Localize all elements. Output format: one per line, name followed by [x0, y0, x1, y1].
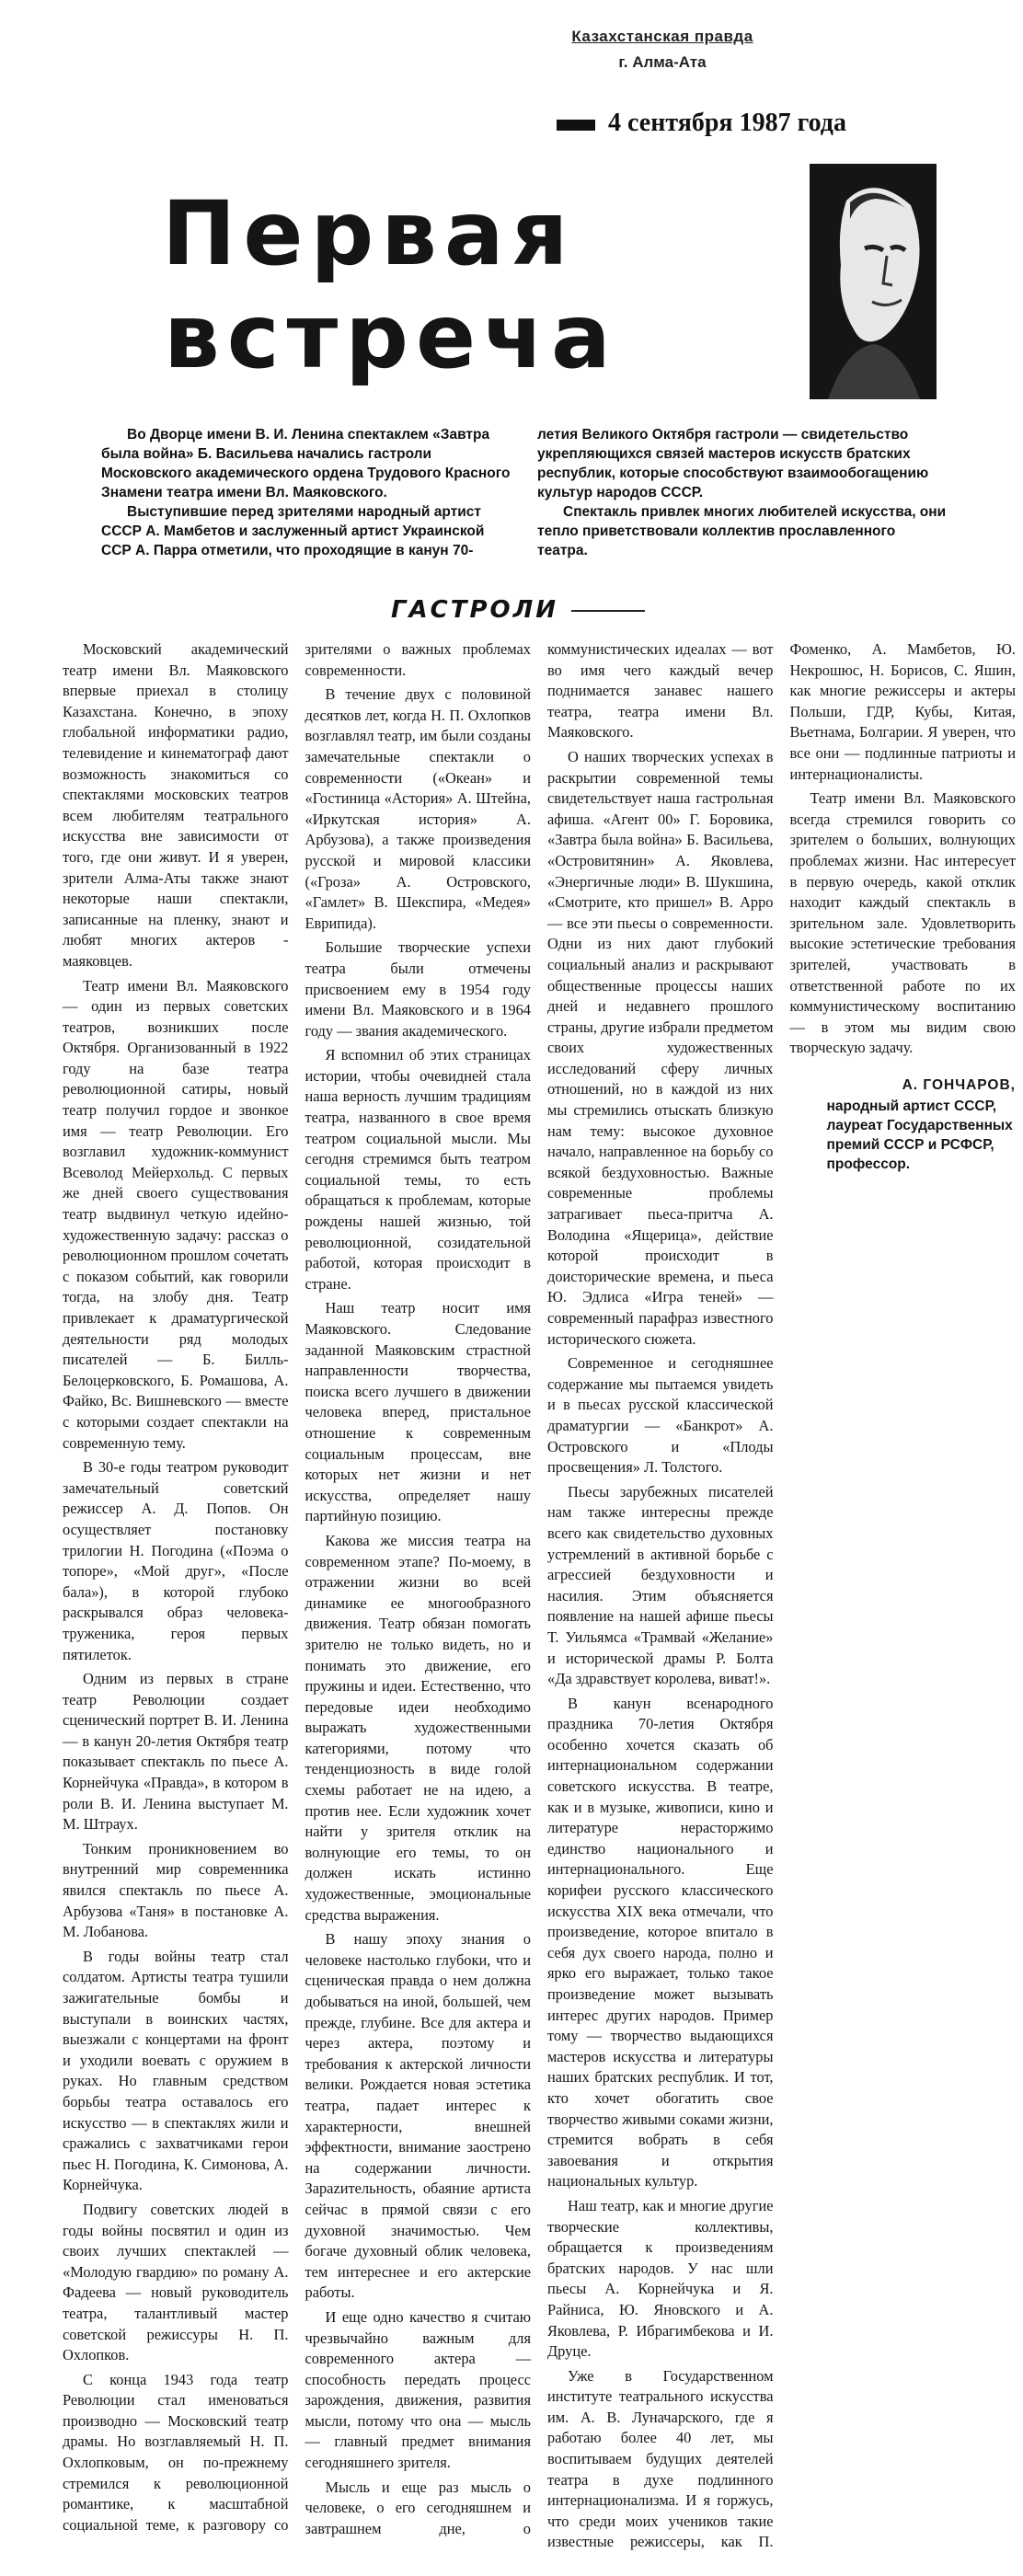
- lead-paragraph: Во Дворце имени В. И. Ленина спектаклем «Завтра была война» Б. Васильева начались гастроли Московского академического ордена Трудового Красного Знамени театра имени Вл. Маяковского.: [101, 427, 511, 500]
- date-bar-decoration: [557, 120, 595, 131]
- article-paragraph: В течение двух с половиной десятков лет, когда Н. П. Охлопков возглавлял театр, им были созданы замечательные спектакли о современности («Океан» и «Гостиница «Астория» А. Штейна, «Иркутская история» А. Арбузова), а также произведения русской и мировой классики («Гроза» А. Островского, «Гамлет» В. Шекспира, «Медея» Еврипида).: [305, 685, 531, 932]
- article-paragraph: Московский академический театр имени Вл. Маяковского впервые приехал в столицу Казахстана. Конечно, в эпоху глобальной информатики радио, телевидение и кинематограф дают возможность знакомиться со спектаклями московских театров всем любителям театрального искусства вне зависимости от того, где они живут. И я уверен, зрители Алма-Аты также знают некоторые наши спектакли, записанные на пленку, знают и любят многих актеров - маяковцев.: [63, 640, 289, 970]
- article-paragraph: Пьесы зарубежных писателей нам также интересны прежде всего как свидетельство духовных устремлений в активной борьбе с агрессией бездуховности и насилия. Этим объясняется появление на нашей афише пьесы Т. Уильямса «Трамвай «Желание» и исторической драмы Р. Болта «Да здравствует королева, виват!».: [547, 1482, 774, 1688]
- rubric-rule: [571, 610, 645, 612]
- article-paragraph: Наш театр, как и многие другие творческие коллективы, обращается к произведениям братских народов. У нас шли пьесы А. Корнейчука и Я. Райниса, Ю. Яновского и А. Яковлева, Р. Ибрагимбекова и И. Друце.: [547, 2196, 774, 2361]
- headline: [162, 182, 806, 388]
- article-paragraph: Современное и сегодняшнее содержание мы пытаемся увидеть и в пьесах русской классической драматургии — «Банкрот» А. Островского и «Плоды просвещения» Л. Толстого.: [547, 1354, 774, 1477]
- newspaper-name: Казахстанская правда: [571, 28, 753, 45]
- article-paragraph: Большие творческие успехи театра были отмечены присвоением ему в 1954 году имени Вл. Маяковского и в 1964 году — звания академического.: [305, 938, 531, 1040]
- author-signature: [790, 1075, 1017, 1174]
- article-paragraph: Подвигу советских людей в годы войны посвятил и один из своих лучших спектаклей — «Молодую гвардию» по роману А. Фадеева — новый руководитель театра, талантливый мастер советской режиссуры Н. П. Охлопков.: [63, 2200, 289, 2364]
- article-paragraph: Уже в Государственном институте театрального искусства им. А. В. Луначарского, где я работаю более 40 лет, мы воспитываем будущих деятелей театра в духе подлинного интернационализма. И я горжусь, что среди моих учеников такие известные режиссеры, как П. Фоменко, А. Мамбетов, Ю. Некрошюс, Н. Борисов, С. Яшин, как многие режиссеры и актеры Польши, ГДР, Кубы, Китая, Вьетнама, Болгарии. Я уверен, что все они — подлинные патриоты и интернационалисты.: [547, 640, 1016, 2551]
- article-paragraph: Какова же миссия театра на современном этапе? По-моему, в отражении жизни во всей динамике ее многообразного движения. Театр обязан помогать зрителю не только видеть, но и понимать это движение, его пружины и идеи. Естественно, что передовые идеи необходимо выражать художественными категориями, потому что тенденциозность в виде голой схемы работает не на идею, а против нее. Если художник хочет найти у зрителя отклик на волнующие его темы, то он должен искать истинно художественные, эмоциональные средства выражения.: [305, 1531, 531, 1924]
- article-paragraph: Я вспомнил об этих страницах истории, чтобы очевидней стала наша верность лучшим традициям театра, названного в свое время театром социальной мысли. Мы сегодня стремимся быть театром социальной темы, то есть обращаться к проблемам, которые рождены нашей жизнью, той революционной, созидательной работой, которая происходит в стране.: [305, 1046, 531, 1293]
- headline-line-2: встреча: [164, 285, 618, 388]
- section-rubric: ГАСТРОЛИ: [304, 596, 745, 624]
- article-paragraph: Театр имени Вл. Маяковского всегда стремился говорить со зрителем о больших, волнующих проблемах жизни. Нас интересует в первую очередь, какой отклик находит каждый спектакль в зрительном зале. Удовлетворить высокие эстетические требования зрителей, участвовать в ответственной работе по их коммунистическому воспитанию — в этом мы видим свою творческую задачу.: [789, 789, 1016, 1057]
- article-paragraph: В нашу эпоху знания о человеке настолько глубоки, что и сценическая правда о нем должна добываться на иной, большей, чем прежде, глубине. Все для актера и через актера, поэтому и требования к актерской личности велики. Рождается новая эстетика театра, падает интерес к характерности, внешней эффектности, внимание заострено на содержании личности. Зарazительность, обаяние артиста сейчас в прямой связи с его духовной значимостью. Чем богаче духовный облик человека, тем интереснее и его актерские работы.: [305, 1930, 531, 2302]
- author-title: народный артист СССР, лауреат Государственных премий СССР и РСФСР, профессор.: [826, 1098, 1013, 1172]
- portrait-silhouette-icon: [810, 164, 937, 399]
- article-paragraph: Наш театр носит имя Маяковского. Следование заданной Маяковским страстной направленности творчества, поиска всего лучшего в движении человека вперед, пристальное отношение к современным социальным процессам, вне которых нет жизни и нет искусства, определяет нашу партийную позицию.: [305, 1299, 531, 1525]
- newspaper-city: г. Алма-Ата: [618, 53, 707, 71]
- article-paragraph: В годы войны театр стал солдатом. Артисты театра тушили зажигательные бомбы и выступали в воинских частях, выезжали с концертами на фронт и уходили воевать с оружием в руках. Но главным средством борьбы театра оставалось его искусство — в спектаклях жили и сражались с захватчиками герои пьес Н. Погодина, К. Симонова, А. Корнейчука.: [63, 1947, 289, 2194]
- article-paragraph: Театр имени Вл. Маяковского — один из первых советских театров, возникших после Октября. Организованный в 1922 году на базе театра революционной сатиры, новый театр получил гордое и звонкое имя — театр Революции. Его возглавил художник-коммунист Всеволод Мейерхольд. С первых же дней своего существования театр выдвинул четкую идейно-художественную задачу: рассказ о революционном прошлом сочетать с показом событий, как говорили тогда, на злобу дня. Театр привлекает к драматургической деятельности ряд молодых писателей — Б. Билль-Белоцерковского, Б. Ромашова, А. Файко, Вс. Вишневского — вместе с которыми создает спектакли на современную тему.: [63, 976, 289, 1452]
- source-stamp: [561, 24, 764, 75]
- article-paragraph: Мысль и еще раз мысль о человеке, о его сегодняшнем и завтрашнем дне, о коммунистических идеалах — вот во имя чего каждый вечер поднимается занавес нашего театра, театра имени Вл. Маяковского.: [305, 640, 774, 2537]
- author-name: А. ГОНЧАРОВ,: [902, 1076, 1016, 1093]
- article-paragraph: С конца 1943 года театр Революции стал именоваться производно — Московский театр драмы. Но возглавляемый Н. П. Охлопковым, он по-прежнему стремился к революционной романтике, к масштабной социальной теме, к разговору со зрителями о важных проблемах современности.: [63, 640, 531, 2534]
- lead-paragraph: Выступившие перед зрителями народный артист СССР А. Мамбетов и заслуженный артист Украинской ССР А. Парра отметили, что проходящие в канун 70-летия Великого Октября гастроли — свидетельство укрепляющихся связей мастеров искусств братских республик, которые способствуют взаимообогащению культур народов СССР.: [101, 427, 929, 558]
- article-paragraph: Тонким проникновением во внутренний мир современника явился спектакль по пьесе А. Арбузова «Таня» в постановке А. М. Лобанова.: [63, 1839, 289, 1941]
- article-paragraph: В канун всенародного праздника 70-летия Октября особенно хочется сказать об интернациональном содержании советского искусства. В театре, как и в музыке, живописи, кино и литературе нерасторжимо единство национального и интернационального. Еще корифеи русского классического искусства XIX века отмечали, что произведение, которое впитало в себя дух своего народа, полно и ярко его выражает, только такое произведение может вызывать интерес других народов. Пример тому — творчество выдающихся мастеров искусства и литературы наших братских республик. И тот, кто хочет обогатить свое творчество живыми соками жизни, стремится вобрать в себя завоевания и открытия национальных культур.: [547, 1694, 774, 2191]
- article-paragraph: И еще одно качество я считаю чрезвычайно важным для современного актера — способность передать процесс зарождения, движения, развития мысли, потому что она — мысль — главный предмет внимания сегодняшнего зрителя.: [305, 2307, 531, 2472]
- article-body: [63, 639, 1016, 2558]
- lead-paragraph: Спектакль привлек многих любителей искусства, они тепло приветствовали коллектив прославленного театра.: [537, 504, 947, 558]
- article-paragraph: Одним из первых в стране театр Революции создает сценический портрет В. И. Ленина — в канун 20-летия Октября театр показывает спектакль по пьесе А. Корнейчука «Правда», в котором в роли В. И. Ленина выступает М. М. Штраух.: [63, 1670, 289, 1834]
- publication-date-line: [557, 109, 943, 138]
- headline-line-1: Первая: [162, 182, 576, 285]
- author-portrait-photo: [810, 164, 937, 399]
- article-paragraph: О наших творческих успехах в раскрытии современной темы свидетельствует наша гастрольная афиша. «Агент 00» Г. Боровика, «Завтра была война» Б. Васильева, «Островитянин» А. Яковлева, «Энергичные люди» В. Шукшина, «Смотрите, кто пришел» В. Арро — все эти пьесы о современности. Одни из них дают глубокий социальный анализ и раскрывают общественные процессы наших дней и недавнего прошлого страны, другие избрали предметом своих художественных исследований сферу личных отношений, но в каждой из них мы стремились отыскать близкую нам тему: высокое духовное начало, направленное на борьбу со всякой бездуховностью. Важные современные проблемы затрагивает пьеса-притча А. Володина «Ящерица», действие которой происходит в доисторические времена, и пьеса Ю. Эдлиса «Игра теней» — современный парафраз известного исторического сюжета.: [547, 747, 774, 1348]
- article-lead: [101, 425, 948, 560]
- article-paragraph: В 30-е годы театром руководит замечательный советский режиссер А. Д. Попов. Он осуществляет постановку трилогии Н. Погодина («Поэма о топоре», «Мой друг», «После бала»), в которой глубоко раскрывался образ человека-труженика, героя первых пятилеток.: [63, 1458, 289, 1663]
- publication-date: 4 сентября 1987 года: [608, 109, 846, 137]
